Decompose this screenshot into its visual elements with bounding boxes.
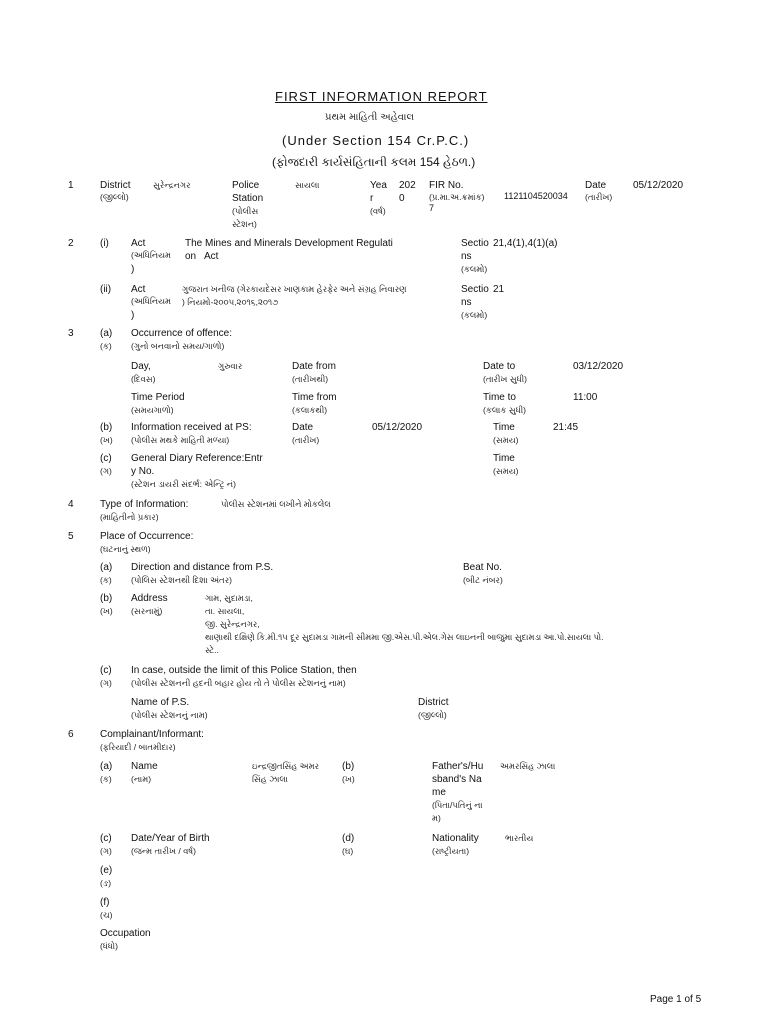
info-received-time-value: 21:45: [553, 422, 579, 433]
place-title-gujarati: (ઘટનાનું સ્થળ): [100, 544, 151, 554]
nationality-label: Nationality: [432, 833, 479, 844]
year-label-2: r: [370, 193, 374, 204]
fir-number-label: FIR No.: [429, 180, 464, 191]
report-subtitle: (Under Section 154 Cr.P.C.): [282, 133, 470, 148]
complainant-name-label: Name: [131, 761, 158, 772]
act-ii-label: (ii): [100, 284, 112, 295]
act-i-act-gujarati: (અધિનિયમ: [131, 250, 172, 260]
complainant-name-value: ઇન્દ્રજીતસિંહ અમર: [252, 761, 320, 771]
act-ii-sections-label: Sectio: [461, 284, 489, 295]
time-to-value: 11:00: [573, 392, 598, 403]
day-value: ગુરુવાર: [218, 361, 243, 371]
address-line-5: સ્ટે..: [205, 645, 219, 655]
complainant-title-gujarati: (ફરિયાદી / બાતમીદાર): [100, 742, 176, 752]
nationality-value: ભારતીય: [505, 833, 534, 843]
act-i-sections-value: 21,4(1),4(1)(a): [493, 238, 558, 249]
time-from-label: Time from: [292, 392, 337, 403]
act-ii-sections-value: 21: [493, 284, 505, 295]
info-received-label-gujarati: (પોલીસ મથકે માહિતી મળ્યા): [131, 435, 230, 445]
date-from-label: Date from: [292, 361, 336, 372]
act-i-sections-gujarati: (કલમો): [461, 264, 488, 274]
time-from-label-gujarati: (કલાકથી): [292, 405, 328, 415]
s6-c-label: (c): [100, 833, 112, 844]
info-type-value: પોલીસ સ્ટેશનમાં લખીને મોકલેલ: [221, 499, 331, 509]
year-value-2: 0: [399, 193, 405, 204]
father-name-value: અમરસિંહ ઝાલા: [500, 761, 556, 771]
section-number: 6: [68, 729, 74, 740]
act-ii-act-label: Act: [131, 284, 146, 295]
address-line-1: ગામ, સુદામડા,: [205, 593, 253, 603]
district-label-gujarati: (જીલ્લો): [100, 192, 129, 202]
outside-limit-label: In case, outside the limit of this Police Station, then: [131, 665, 357, 676]
s5-b-label: (b): [100, 593, 113, 604]
complainant-name-label-gujarati: (નામ): [131, 774, 152, 784]
act-ii-sections-gujarati: (કલમો): [461, 310, 488, 320]
s6-a-label: (a): [100, 761, 113, 772]
s5-b-label-gujarati: (ખ): [100, 606, 113, 616]
s6-f-label-gujarati: (ચ): [100, 910, 113, 920]
page-number: Page 1 of 5: [650, 994, 702, 1005]
outside-district-label-gujarati: (જીલ્લો): [418, 710, 447, 720]
s6-e-label: (e): [100, 865, 113, 876]
s6-e-label-gujarati: (ઙ): [100, 878, 112, 888]
info-received-time-label-gujarati: (સમય): [493, 435, 519, 445]
act-i-sections-label-2: ns: [461, 251, 472, 262]
section-number: 5: [68, 531, 74, 542]
s3-a-label: (a): [100, 328, 113, 339]
police-station-label-2: Station: [232, 193, 264, 204]
complainant-name-value-2: સિંહ ઝાલા: [252, 774, 288, 784]
fir-number-value: 1121104520034: [504, 191, 568, 201]
address-line-2: તા. સાયલા,: [205, 606, 245, 616]
act-ii-act-gujarati: (અધિનિયમ: [131, 296, 172, 306]
address-line-3: જી. સુરેન્દ્રનગર,: [205, 619, 260, 629]
s5-c-label: (c): [100, 665, 112, 676]
beat-number-label-gujarati: (બીટ નંબર): [463, 575, 503, 585]
year-label: Yea: [370, 180, 387, 191]
father-name-label-gujarati: (પિતા/પતિનું ના: [432, 800, 483, 810]
ps-name-label: Name of P.S.: [131, 697, 190, 708]
address-label-gujarati: (સરનામું): [131, 606, 163, 616]
section-number: 3: [68, 328, 74, 339]
occupation-label: Occupation: [100, 928, 151, 939]
father-name-label-3: me: [432, 787, 446, 798]
time-to-label-gujarati: (કલાક સુધી): [483, 405, 526, 415]
s3-a-label-gujarati: (ક): [100, 341, 112, 351]
district-label: District: [100, 180, 131, 191]
s3-c-label-gujarati: (ગ): [100, 466, 112, 476]
s6-b-label-gujarati: (ખ): [342, 774, 355, 784]
s3-c-label: (c): [100, 453, 112, 464]
fir-number-value-2: 7: [429, 203, 435, 213]
info-type-label-gujarati: (માહિતીનો પ્રકાર): [100, 512, 159, 522]
act-ii-value: ગુજરાત ખનીજ (ગેરકાયદેસર ખાણકામ હેરફેર અને સંગ્રહ નિવારણ: [182, 284, 407, 294]
address-label: Address: [131, 593, 168, 604]
act-i-value: The Mines and Minerals Development Regulati: [185, 238, 393, 249]
info-received-date-label: Date: [292, 422, 314, 433]
fir-date-value: 05/12/2020: [633, 180, 684, 191]
dob-label: Date/Year of Birth: [131, 833, 210, 844]
year-label-gujarati: (વર્ષ): [370, 206, 386, 216]
s5-a-label: (a): [100, 562, 113, 573]
district-value: સુરેન્દ્રનગર: [153, 180, 191, 190]
info-received-date-value: 05/12/2020: [372, 422, 423, 433]
diary-time-label: Time: [493, 453, 515, 464]
s5-c-label-gujarati: (ગ): [100, 678, 112, 688]
info-received-date-label-gujarati: (તારીખ): [292, 435, 320, 445]
place-title: Place of Occurrence:: [100, 531, 194, 542]
police-station-value: સાયલા: [295, 180, 320, 190]
act-ii-sections-label-2: ns: [461, 297, 472, 308]
police-station-label: Police: [232, 180, 260, 191]
act-ii-paren: ): [131, 310, 135, 321]
act-i-label: (i): [100, 238, 109, 249]
father-name-label-gujarati-2: મ): [432, 813, 441, 823]
report-title-gujarati: પ્રથમ માહિતી અહેવાલ: [325, 112, 415, 123]
s5-a-label-gujarati: (ક): [100, 575, 112, 585]
section-number: 1: [68, 180, 74, 191]
fir-date-label-gujarati: (તારીખ): [585, 192, 613, 202]
act-i-act-word: Act: [204, 251, 219, 262]
act-ii-value-2: ) નિયમો-૨૦૦૫,૨૦૧૬,૨૦૧૭: [182, 297, 279, 307]
s6-f-label: (f): [100, 897, 110, 908]
info-type-label: Type of Information:: [100, 499, 189, 510]
address-line-4: થાણાથી દક્ષિણે કિ.મી.૧૫ દૂર સુદામડા ગામની સીમમા જી.એસ.પી.એલ.ગેસ લાઇનની બાજુમા સુદામડા આ.પો.સાયલા પો.: [205, 632, 604, 642]
diary-reference-label-2: y No.: [131, 466, 155, 477]
info-received-label: Information received at PS:: [131, 422, 252, 433]
date-to-value: 03/12/2020: [573, 361, 624, 372]
day-label-gujarati: (દિવસ): [131, 374, 156, 384]
occurrence-title: Occurrence of offence:: [131, 328, 232, 339]
time-period-label-gujarati: (સમયગાળો): [131, 405, 174, 415]
s6-b-label: (b): [342, 761, 355, 772]
s6-d-label: (d): [342, 833, 355, 844]
time-to-label: Time to: [483, 392, 516, 403]
s6-a-label-gujarati: (ક): [100, 774, 112, 784]
time-period-label: Time Period: [131, 392, 185, 403]
diary-reference-label-gujarati: (સ્ટેશન ડાયરી સંદર્ભ: એન્ટ્રિ નં): [131, 479, 236, 489]
direction-distance-label-gujarati: (પોલિસ સ્ટેશનથી દિશા અંતર): [131, 575, 232, 585]
act-i-act-label: Act: [131, 238, 146, 249]
date-to-label: Date to: [483, 361, 516, 372]
s6-d-label-gujarati: (ઘ): [342, 846, 354, 856]
dob-label-gujarati: (જન્મ તારીખ / વર્ષ): [131, 846, 196, 856]
day-label: Day,: [131, 361, 151, 372]
date-to-label-gujarati: (તારીખ સુધી): [483, 374, 527, 384]
fir-date-label: Date: [585, 180, 607, 191]
beat-number-label: Beat No.: [463, 562, 502, 573]
direction-distance-label: Direction and distance from P.S.: [131, 562, 274, 573]
act-i-paren: ): [131, 264, 135, 275]
father-name-label: Father's/Hu: [432, 761, 484, 772]
complainant-title: Complainant/Informant:: [100, 729, 204, 740]
police-station-gujarati-2: સ્ટેશન): [232, 219, 257, 229]
s3-b-label-gujarati: (ખ): [100, 435, 113, 445]
report-subtitle-gujarati: (ફોજદારી કાર્યસંહિતાની કલમ 154 હેઠળ.): [272, 155, 476, 169]
report-title: FIRST INFORMATION REPORT: [275, 89, 488, 104]
occupation-label-gujarati: (ધંધો): [100, 941, 118, 951]
act-i-on: on: [185, 251, 197, 262]
info-received-time-label: Time: [493, 422, 515, 433]
s3-b-label: (b): [100, 422, 113, 433]
act-i-sections-label: Sectio: [461, 238, 489, 249]
outside-district-label: District: [418, 697, 449, 708]
nationality-label-gujarati: (રાષ્ટ્રીયતા): [432, 846, 470, 856]
section-number: 4: [68, 499, 74, 510]
diary-reference-label: General Diary Reference:Entr: [131, 453, 263, 464]
police-station-gujarati-1: (પોલીસ: [232, 206, 259, 216]
diary-time-label-gujarati: (સમય): [493, 466, 519, 476]
s6-c-label-gujarati: (ગ): [100, 846, 112, 856]
outside-limit-label-gujarati: (પોલીસ સ્ટેશનની હદની બહાર હોય તો તે પોલીસ સ્ટેશનનું નામ): [131, 678, 346, 688]
section-number: 2: [68, 238, 74, 249]
occurrence-title-gujarati: (ગુનો બનવાનો સમય/ગાળો): [131, 341, 225, 351]
date-from-label-gujarati: (તારીખથી): [292, 374, 329, 384]
fir-number-label-gujarati: (પ્ર.મા.અ.ક્રમાંક): [429, 192, 485, 202]
year-value: 202: [399, 180, 416, 191]
father-name-label-2: sband's Na: [432, 774, 482, 785]
ps-name-label-gujarati: (પોલીસ સ્ટેશનનું નામ): [131, 710, 208, 720]
